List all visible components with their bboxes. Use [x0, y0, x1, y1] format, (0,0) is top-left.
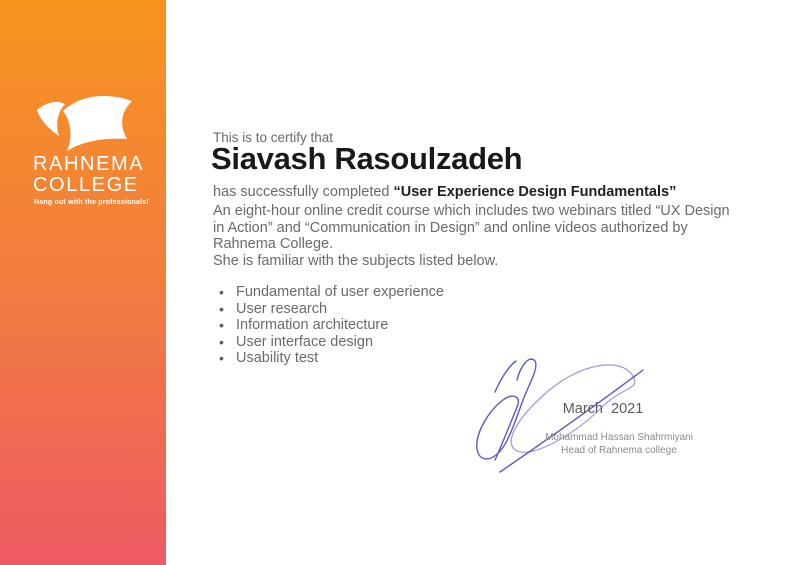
- certify-intro-text: This is to certify that: [213, 130, 334, 145]
- brand-tagline: Hang out with the professionals!: [34, 199, 149, 206]
- brand-name-line2: COLLEGE: [33, 174, 139, 196]
- description-line: in Action” and “Communication in Design” and online videos authorized by: [213, 219, 688, 236]
- completed-prefix: has successfully completed: [213, 184, 390, 200]
- course-description: [213, 203, 733, 270]
- subjects-list: [213, 284, 444, 367]
- brand-sidebar: [0, 0, 166, 565]
- signer-title: Head of Rahnema college: [561, 445, 677, 456]
- rahnema-college-logo-icon: [32, 94, 136, 156]
- list-item: • Usability test: [213, 350, 444, 367]
- signer-block: [533, 431, 705, 457]
- course-title: “User Experience Design Fundamentals”: [393, 184, 677, 200]
- signer-name: Mohammad Hassan Shahrmiyani: [545, 432, 693, 443]
- description-line: She is familiar with the subjects listed below.: [213, 253, 499, 270]
- list-item: • Information architecture: [213, 317, 444, 334]
- description-line: Rahnema College.: [213, 236, 334, 253]
- list-item: • User interface design: [213, 334, 444, 351]
- list-item: • User research: [213, 301, 444, 318]
- description-line: An eight-hour online credit course which includes two webinars titled “UX Design: [213, 203, 730, 219]
- brand-name-line1: RAHNEMA: [33, 153, 145, 175]
- issue-date: March 2021: [562, 401, 644, 417]
- brand-name: [33, 154, 144, 196]
- completed-line: [213, 184, 676, 200]
- recipient-name: Siavash Rasoulzadeh: [211, 141, 523, 176]
- list-item: • Fundamental of user experience: [213, 284, 444, 301]
